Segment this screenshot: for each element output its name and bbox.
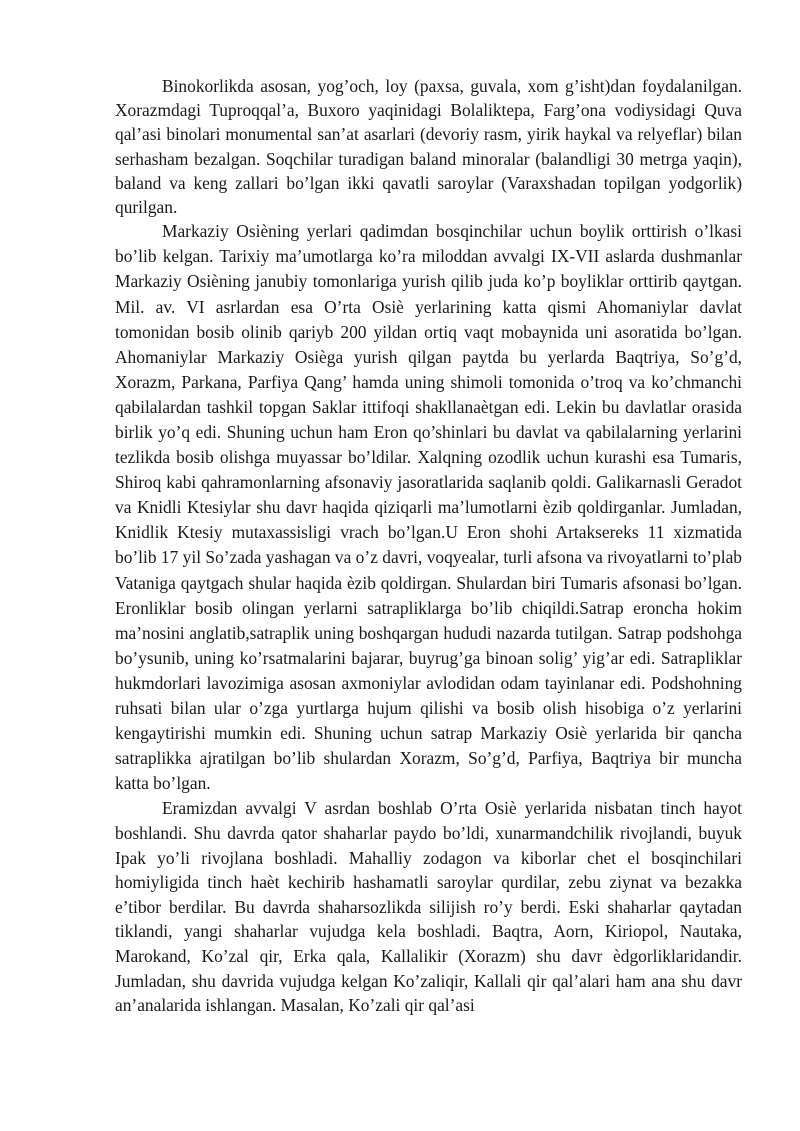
paragraph-peaceful-period: Eramizdan avvalgi V asrdan boshlab O’rta Osiè yerlarida nisbatan tinch hayot boshlandi. Shu davrda qator shaharlar paydo bo’ldi, xunarmandchilik rivojlandi, buyuk Ipak yo’li rivojlana boshladi. Mahalliy zodagon va kiborlar chet el bosqinchilari homiyligida tinch haèt kechirib hashamatli saroylar qurdilar, zebu ziynat va bezakka e’tibor berdilar. Bu davrda shaharsozlikda silijish ro’y berdi. Eski shaharlar qaytadan tiklandi, yangi shaharlar vujudga kela boshladi. Baqtra, Aorn, Kiriopol, Nautaka, Marokand, Ko’zal qir, Erka qala, Kallalikir (Xorazm) shu davr èdgorliklaridandir. Jumladan, shu davrida vujudga kelgan Ko’zaliqir, Kallali qir qal’alari ham ana shu davr an’analarida ishlangan. Masalan, Ko’zali qir qal’asi (115, 798, 742, 1016)
document-page (115, 74, 742, 1018)
paragraph-invasions: Markaziy Osièning yerlari qadimdan bosqinchilar uchun boylik orttirish o’lkasi bo’lib kelgan. Tarixiy ma’umotlarga ko’ra miloddan avvalgi IX-VII aslarda dushmanlar Markaziy Osièning janubiy tomonlariga yurish qilib juda ko’p boyliklar orttirib qaytgan. Mil. av. VI asrlardan esa O’rta Osiè yerlarining katta qismi Ahomaniylar davlat tomonidan bosib olinib qariyb 200 yildan ortiq vaqt mobaynida uni asoratida bo’lgan. Ahomaniylar Markaziy Osièga yurish qilgan paytda bu yerlarda Baqtriya, So’g’d, Xorazm, Parkana, Parfiya Qang’ hamda uning shimoli tomonida o’troq va ko’chmanchi qabilalardan tashkil topgan Saklar ittifoqi shakllanaètgan edi. Lekin bu davlatlar orasida birlik yo’q edi. Shuning uchun ham Eron qo’shinlari bu davlat va qabilalarning yerlarini tezlikda bosib olishga muyassar bo’ldilar. Xalqning ozodlik uchun kurashi esa Tumaris, Shiroq kabi qahramonlarning afsonaviy jasoratlarida saqlanib qoldi. Galikarnasli Geradot va Knidli Ktesiylar shu davr haqida qiziqarli ma’lumotlarni èzib qoldirganlar. Jumladan, Knidlik Ktesiy mutaxassisligi vrach bo’lgan.U Eron shohi Artaksereks 11 xizmatida bo’lib 17 yil So’zada yashagan va o’z davri, voqyealar, turli afsona va rivoyatlarni to’plab Vataniga qaytgach shular haqida èzib qoldirgan. Shulardan biri Tumaris afsonasi bo’lgan. Eronliklar bosib olingan yerlarni satrapliklarga bo’lib chiqildi.Satrap eroncha hokim ma’nosini anglatib,satraplik uning boshqargan hududi nazarda tutilgan. Satrap podshohga bo’ysunib, uning ko’rsatmalarini bajarar, buyrug’ga binoan solig’ yig’ar edi. Satrapliklar hukmdorlari lavozimiga asosan axmoniylar avlodidan odam tayinlanar edi. Podshohning ruhsati bilan ular o’zga yurtlarga hujum qilishi va bosib olish hisobiga o’z yerlarini kengaytirishi mumkin edi. Shuning uchun satrap Markaziy Osiè yerlarida bir qancha satraplikka ajratilgan bo’lib shulardan Xorazm, So’g’d, Parfiya, Baqtriya bir muncha katta bo’lgan. (115, 221, 742, 794)
paragraph-construction: Binokorlikda asosan, yog’och, loy (paxsa, guvala, xom g’isht)dan foydalanilgan. Xorazmdagi Tuproqqal’a, Buxoro yaqinidagi Bolaliktepa, Farg’ona vodiysidagi Quva qal’asi binolari monumental san’at asarlari (devoriy rasm, yirik haykal va relyeflar) bilan serhasham bezalgan. Soqchilar turadigan baland minoralar (balandligi 30 metrga yaqin), baland va keng zallari bo’lgan ikki qavatli saroylar (Varaxshadan topilgan yodgorlik) qurilgan. (115, 76, 742, 218)
